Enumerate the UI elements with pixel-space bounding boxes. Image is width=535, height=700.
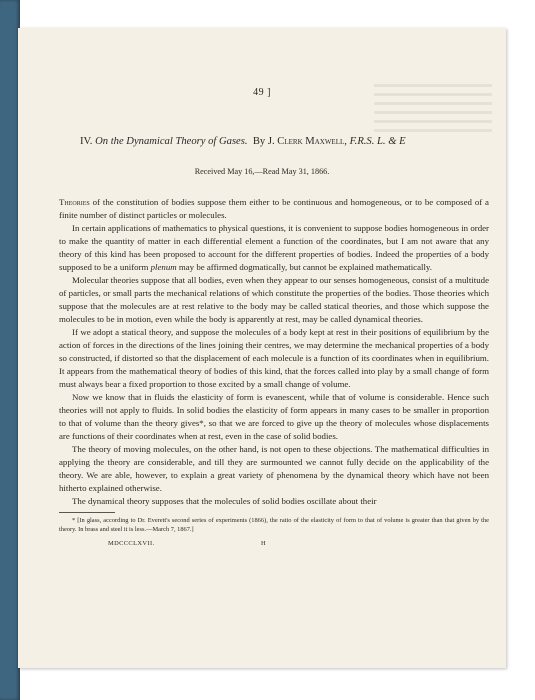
signature-line (59, 537, 489, 546)
drop-word: Theories (59, 197, 90, 207)
paragraph-2-text-a: In certain applications of mathematics to physical questions, it is convenient to suppose bodies homogeneous in order to make the quantity of matter in each differential element a function of the coordinates, but I am not aware that any theory of this kind has been proposed to account for the different properties of bodies. Indeed the properties of a body supposed to be a uniform (59, 223, 489, 273)
paragraph-1 (59, 196, 489, 222)
paragraph-7: The dynamical theory supposes that the molecules of solid bodies oscillate about their (72, 496, 377, 507)
article-title-text: On the Dynamical Theory of Gases. (95, 136, 248, 147)
byline-by: By (252, 136, 266, 147)
article-title (80, 135, 480, 149)
paragraph-4: If we adopt a statical theory, and suppose the molecules of a body kept at rest in their positions of equilibrium by the action of forces in the directions of the lines joining their centres, we may determine the mechanical properties of a body so constructed, if distorted so that the displacement of each molecule is a function of its coordinates when in equilibrium. It appears from the mathematical theory of bodies of this kind, that the forces called into play by a small change of form must always bear a fixed proportion to those excited by a small change of volume. (59, 327, 489, 390)
footnote: * [In glass, according to Dr. Everett's second series of experiments (1866), the ratio of the elasticity of form to that of volume is greater than that given by the theory. In brass and steel it is less.—March 7, 1867.] (59, 517, 489, 534)
paragraph-2 (59, 222, 489, 274)
article-numeral: IV. (80, 136, 93, 147)
author-name: J. Clerk Maxwell, (267, 136, 347, 147)
document-page (18, 28, 506, 668)
paragraph-6: The theory of moving molecules, on the other hand, is not open to these objections. The mathematical difficulties in applying the theory are considerable, and till they are surmounted we cannot fully decide on the applicability of the theory. We are able, however, to explain a great variety of phenomena by the dynamical theory which have not been hitherto explained otherwise. (59, 444, 489, 494)
blue-board-edge (0, 0, 20, 700)
received-date: Received May 16,—Read May 31, 1866. (194, 167, 330, 176)
year-roman: MDCCCLXVII. (108, 540, 155, 548)
article-body (59, 196, 489, 546)
signature-letter: H (261, 540, 266, 548)
paragraph-2-text-b: may be affirmed dogmatically, but cannot be explained mathematically. (176, 262, 432, 273)
paragraph-2-italic: plenum (150, 262, 177, 273)
page-number: 49 ] (253, 87, 271, 98)
paragraph-1-text: of the constitution of bodies suppose them either to be continuous and homogeneous, or to be composed of a finite number of distinct particles or molecules. (59, 197, 489, 221)
footnote-rule (59, 512, 115, 513)
paragraph-3: Molecular theories suppose that all bodies, even when they appear to our senses homogeneous, consist of a multitude of particles, or small parts the mechanical relations of which constitute the properties of the bodies. Those theories which suppose that the molecules are at rest relative to the body may be called statical theories, and those which suppose the molecules to be in motion, even while the body is apparently at rest, may be called dynamical theories. (59, 275, 489, 325)
paragraph-5: Now we know that in fluids the elasticity of form is evanescent, while that of volume is considerable. Hence such theories will not apply to fluids. In solid bodies the elasticity of form appears in many cases to be smaller in proportion to that of volume than the theory gives*, so that we are forced to give up the theory of molecules whose displacements are functions of their coordinates when at rest, even in the case of solid bodies. (59, 392, 489, 442)
author-honours: F.R.S. L. & E (349, 136, 406, 147)
